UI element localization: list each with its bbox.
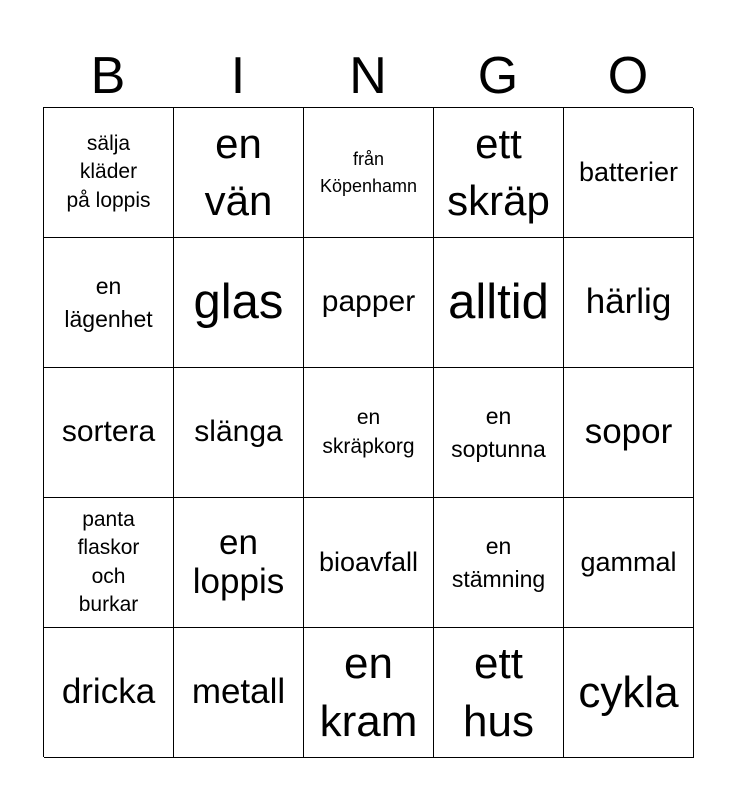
cell-text: bioavfall — [318, 546, 419, 577]
bingo-cell[interactable] — [304, 498, 434, 628]
header-letter-i: I — [230, 47, 246, 105]
bingo-cell[interactable] — [174, 108, 304, 238]
bingo-cell[interactable] — [434, 238, 564, 368]
bingo-cell[interactable] — [434, 108, 564, 238]
header-letter-g: G — [477, 47, 519, 105]
cell-text: från Köpenhamn — [319, 149, 418, 196]
cell-text: slänga — [194, 415, 283, 449]
cell-text: metall — [191, 672, 286, 712]
header-letter-n: N — [349, 47, 387, 105]
bingo-cell[interactable] — [44, 368, 174, 498]
cell-text: ett skräp — [447, 119, 550, 224]
bingo-cell[interactable] — [434, 368, 564, 498]
bingo-cell[interactable] — [44, 238, 174, 368]
cell-text: panta flaskor och burkar — [77, 507, 140, 616]
cell-text: sortera — [61, 415, 156, 449]
cell-text: papper — [321, 285, 416, 319]
cell-text: en kram — [319, 639, 418, 746]
bingo-cell[interactable] — [174, 238, 304, 368]
cell-text: glas — [193, 274, 284, 329]
bingo-cell[interactable] — [564, 368, 694, 498]
bingo-cell[interactable] — [304, 108, 434, 238]
cell-text: alltid — [448, 274, 549, 329]
cell-text: ett hus — [463, 639, 534, 746]
bingo-cell[interactable] — [564, 238, 694, 368]
bingo-cell[interactable] — [304, 238, 434, 368]
bingo-cell[interactable] — [304, 628, 434, 758]
cell-text: en stämning — [451, 533, 546, 592]
bingo-cell[interactable] — [44, 498, 174, 628]
bingo-header — [43, 44, 693, 108]
cell-text: en vän — [204, 119, 273, 224]
bingo-cell[interactable] — [434, 628, 564, 758]
bingo-cell[interactable] — [564, 628, 694, 758]
bingo-cell[interactable] — [174, 498, 304, 628]
bingo-board — [43, 107, 693, 757]
cell-text: dricka — [61, 672, 156, 712]
cell-text: en skräpkorg — [322, 406, 415, 458]
bingo-cell[interactable] — [44, 108, 174, 238]
bingo-cell[interactable] — [434, 498, 564, 628]
bingo-cell[interactable] — [174, 368, 304, 498]
bingo-cell[interactable] — [564, 498, 694, 628]
cell-text: en loppis — [192, 523, 285, 601]
cell-text: sälja kläder på loppis — [66, 131, 151, 212]
bingo-cell[interactable] — [564, 108, 694, 238]
cell-text: cykla — [578, 667, 679, 717]
cell-text: sopor — [584, 412, 673, 452]
cell-text: gammal — [580, 546, 677, 577]
bingo-cell[interactable] — [174, 628, 304, 758]
header-letter-b: B — [90, 47, 126, 105]
bingo-cell[interactable] — [44, 628, 174, 758]
cell-text: härlig — [585, 282, 672, 322]
cell-text: en soptunna — [451, 403, 546, 462]
header-letter-o: O — [607, 47, 649, 105]
bingo-cell[interactable] — [304, 368, 434, 498]
cell-text: en lägenhet — [64, 273, 153, 332]
cell-text: batterier — [578, 156, 679, 187]
